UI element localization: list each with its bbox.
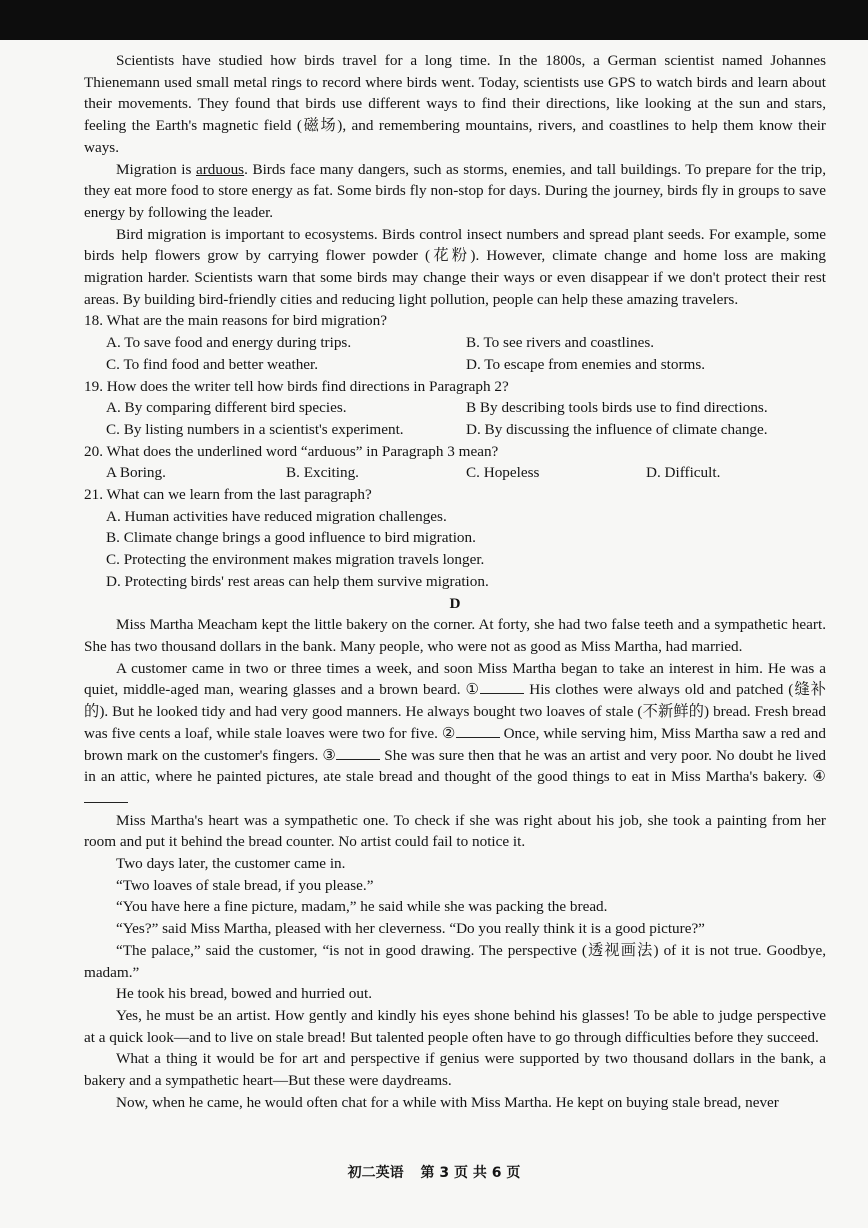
section-heading: D [449,594,461,612]
paragraph: Two days later, the customer came in. [116,855,346,873]
option-b[interactable]: B. Climate change brings a good influence to bird migration. [106,529,476,547]
question-stem: 21. What can we learn from the last paragraph? [84,486,372,504]
paragraph: Bird migration is important to ecosystems. Birds control insect numbers and spread plant seeds. For example, some birds help flowers grow by carrying flower powder (花粉). However, climate change and home loss are making migration harder. Scientists warn that some birds may change their ways or even disappear if we don't protect their rest areas. By building bird-friendly cities and reducing light pollution, people can help these amazing travelers. [84,225,826,308]
option-a[interactable]: A Boring. [106,464,166,482]
option-d[interactable]: D. To escape from enemies and storms. [466,355,706,373]
answer-blank-2[interactable] [456,723,500,738]
top-black-border [0,0,868,40]
paragraph: “You have here a fine picture, madam,” he said while she was packing the bread. [116,898,608,916]
question-20 [84,441,826,484]
paragraph: A customer came in two or three times a week, and soon Miss Martha began to take an interest in him. He was a quiet, middle-aged man, wearing glasses and a brown beard. ① His clothes were always old and patched (缝补的). But he looked tidy and had very good manners. He always bought two loaves of stale (不新鲜的) bread. Fresh bread was five cents a loaf, while stale loaves were two for five. ② Once, while serving him, Miss Martha saw a red and brown mark on the customer's fingers. ③ She was sure then that he was an artist and very poor. No doubt he lived in an attic, where he painted pictures, ate stale bread and thought of the good things to eat in Miss Martha's bakery. ④ [84,658,826,810]
paragraph: Miss Martha Meacham kept the little bakery on the corner. At forty, she had two false teeth and a sympathetic heart. She has two thousand dollars in the bank. Many people, who were not as good as Miss Martha, had married. [84,616,826,655]
option-c[interactable]: C. By listing numbers in a scientist's experiment. [106,420,404,438]
blank-number: ① [465,681,481,699]
question-21 [84,484,826,593]
paragraph: “Yes?” said Miss Martha, pleased with her cleverness. “Do you really think it is a good picture?” [116,920,705,938]
option-a[interactable]: A. Human activities have reduced migration challenges. [106,507,447,525]
passage-c [84,50,826,310]
blank-number: ④ [812,768,826,786]
paragraph: Now, when he came, he would often chat for a while with Miss Martha. He kept on buying stale bread, never [116,1093,779,1111]
paragraph: What a thing it would be for art and perspective if genius were supported by two thousand dollars in the bank, a bakery and a sympathetic heart—But these were daydreams. [84,1050,826,1090]
answer-blank-4[interactable] [84,788,128,803]
option-a[interactable]: A. To save food and energy during trips. [106,334,352,352]
page-footer [0,1162,868,1182]
paragraph: Migration is arduous. Birds face many dangers, such as storms, enemies, and tall buildings. To prepare for the trip, they eat more food to store energy as fat. Some birds fly non-stop for days. During the journey, birds fly in groups to save energy by following the leader. [84,160,827,221]
passage-d [84,593,826,1114]
paragraph: Yes, he must be an artist. How gently and kindly his eyes shone behind his glasses! To be able to judge perspective at a quick look—and to live on stale bread! But talented people often have to go through difficulties before they succeed. [84,1006,826,1046]
exam-page [84,50,826,1113]
option-b[interactable]: B. Exciting. [286,464,359,482]
paragraph: “The palace,” said the customer, “is not in good drawing. The perspective (透视画法) of it is not true. Goodbye, madam.” [84,941,826,981]
paragraph: He took his bread, bowed and hurried out. [116,985,373,1003]
footer-subject: 初二英语 [347,1165,404,1181]
option-c[interactable]: C. Protecting the environment makes migration travels longer. [106,551,485,569]
option-c[interactable]: C. To find food and better weather. [106,355,319,373]
question-18 [84,310,826,375]
option-a[interactable]: A. By comparing different bird species. [106,399,347,417]
question-stem: 18. What are the main reasons for bird migration? [84,312,387,330]
blank-number: ③ [322,746,337,764]
paragraph: Scientists have studied how birds travel for a long time. In the 1800s, a German scientist named Johannes Thienemann used small metal rings to record where birds went. Today, scientists use GPS to watch birds and learn about their movements. They found that birds use different ways to find their directions, like looking at the sun and stars, feeling the Earth's magnetic field (磁场), and remembering mountains, rivers, and coastlines to help them know their ways. [84,52,826,156]
option-d[interactable]: D. Difficult. [646,464,721,482]
blank-number: ② [441,724,456,742]
question-stem: 20. What does the underlined word “arduous” in Paragraph 3 mean? [84,442,499,460]
paragraph: Miss Martha's heart was a sympathetic one. To check if she was right about his job, she took a painting from her room and put it behind the bread counter. No artist could fail to notice it. [84,811,826,851]
option-b[interactable]: B By describing tools birds use to find directions. [466,399,768,417]
underlined-word: arduous [196,160,245,178]
answer-blank-1[interactable] [480,679,524,694]
option-c[interactable]: C. Hopeless [466,464,540,482]
paragraph: “Two loaves of stale bread, if you please.” [116,876,374,894]
question-stem: 19. How does the writer tell how birds find directions in Paragraph 2? [84,377,509,395]
question-19 [84,376,826,441]
option-b[interactable]: B. To see rivers and coastlines. [466,334,655,352]
option-d[interactable]: D. By discussing the influence of climate change. [466,420,768,438]
footer-page-number: 第 3 页 共 6 页 [420,1165,521,1181]
option-d[interactable]: D. Protecting birds' rest areas can help them survive migration. [106,572,489,590]
answer-blank-3[interactable] [336,745,380,760]
